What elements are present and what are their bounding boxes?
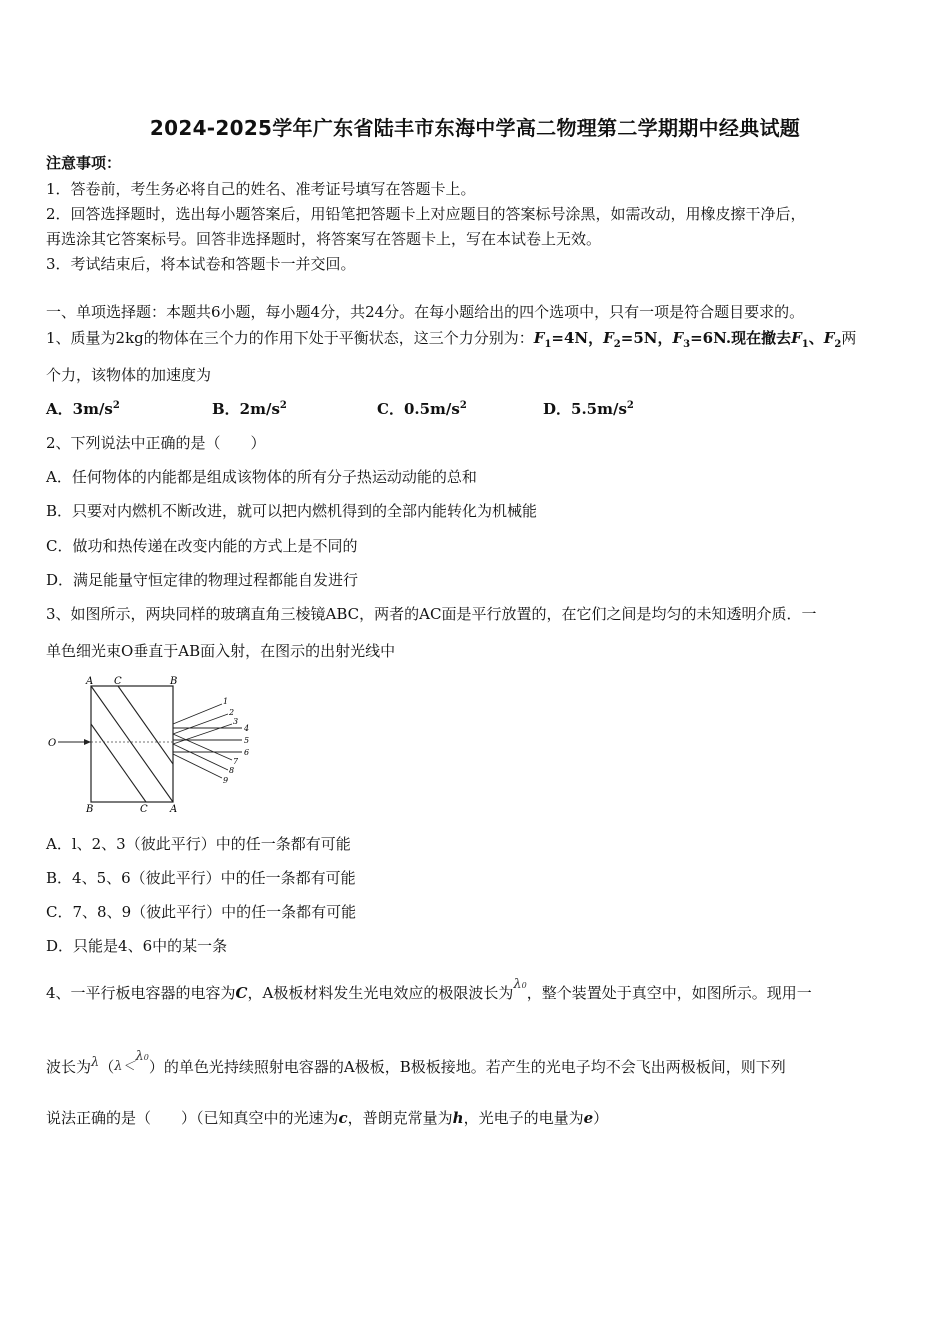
ray-8 — [173, 744, 228, 770]
lambda0-symbol — [513, 977, 526, 992]
f3-sub: 3 — [683, 339, 691, 350]
separator: 、 — [808, 329, 824, 347]
f2-sub: 2 — [613, 339, 621, 350]
f2-value: =5N， — [620, 329, 673, 347]
notice-item-2: 2．回答选择题时，选出每小题答案后，用铅笔把答题卡上对应题目的答案标号涂黑，如需改动，用橡皮擦干净后， — [46, 205, 806, 223]
f2-var: F — [603, 329, 614, 347]
h-var: h — [452, 1109, 464, 1127]
paren-open: （ — [99, 1058, 115, 1076]
lambda0-sub: 0 — [521, 981, 527, 990]
ray-3 — [173, 724, 232, 744]
ray-9 — [173, 754, 222, 778]
lambda0-char: λ — [513, 977, 522, 992]
ray-label-7: 7 — [233, 757, 239, 766]
q4-stem-line3 — [46, 1107, 608, 1128]
q1-option-a-sup: 2 — [112, 400, 120, 411]
q4-text-a: 4、一平行板电容器的电容为 — [46, 984, 236, 1002]
f1-sub: 1 — [544, 339, 552, 350]
ray-label-8: 8 — [229, 766, 235, 775]
ac-face-hidden2 — [116, 686, 198, 802]
ac-face-hidden3 — [116, 686, 150, 802]
label-bottom-c: C — [140, 804, 148, 812]
q3-stem-line1: 3、如图所示，两块同样的玻璃直角三棱镜ABC，两者的AC面是平行放置的，在它们之间是均匀的未知透明介质．一 — [46, 605, 817, 623]
ray-label-4: 4 — [244, 724, 250, 733]
f3-value: =6N.现在撤去 — [690, 329, 792, 347]
q1-option-a-label: A．3m/s — [46, 400, 113, 418]
ac-face-1 — [91, 686, 173, 802]
ray-2 — [173, 714, 228, 734]
q1-tail: 两 — [841, 329, 857, 347]
label-bottom-a: A — [170, 804, 178, 812]
ray-label-6: 6 — [244, 748, 250, 757]
q1-option-c[interactable] — [377, 398, 467, 419]
q4-stem-line1 — [46, 977, 812, 1003]
notice-heading: 注意事项： — [46, 154, 122, 172]
ray-label-2: 2 — [229, 708, 235, 717]
ray-label-3: 3 — [233, 717, 239, 726]
e-var: e — [583, 1109, 594, 1127]
q4-stem-line2 — [46, 1049, 786, 1077]
ray-label-1: 1 — [223, 697, 229, 706]
q4-text-g: ，普朗克常量为 — [347, 1109, 453, 1127]
f1-var: F — [533, 329, 545, 347]
q3-option-d[interactable]: D．只能是4、6中的某一条 — [46, 937, 228, 955]
notice-item-2-cont: 再选涂其它答案标号。回答非选择题时，将答案写在答题卡上，写在本试卷上无效。 — [46, 230, 602, 248]
f2b-var: F — [823, 329, 835, 347]
f3-var: F — [672, 329, 684, 347]
lambda0b-sub: 0 — [143, 1053, 149, 1062]
q1-option-c-sup: 2 — [459, 400, 467, 411]
q2-option-a[interactable]: A．任何物体的内能都是组成该物体的所有分子热运动动能的总和 — [46, 468, 477, 486]
ac-face-hidden — [116, 686, 146, 802]
f1b-var: F — [791, 329, 802, 347]
ac-face-2b — [91, 724, 146, 802]
q4-text-i: ） — [593, 1109, 609, 1127]
q1-option-a[interactable] — [46, 398, 120, 419]
q2-option-b[interactable]: B．只要对内燃机不断改进，就可以把内燃机得到的全部内能转化为机械能 — [46, 502, 538, 520]
q2-option-d[interactable]: D．满足能量守恒定律的物理过程都能自发进行 — [46, 571, 359, 589]
page-title: 2024-2025学年广东省陆丰市东海中学高二物理第二学期期中经典试题 — [149, 116, 801, 140]
label-top-b: B — [170, 676, 178, 687]
q1-option-d[interactable] — [543, 398, 634, 419]
q1-option-b-sup: 2 — [279, 400, 287, 411]
f1b-sub: 1 — [801, 339, 809, 350]
ray-1 — [173, 704, 222, 724]
q3-stem-line2: 单色细光束O垂直于AB面入射，在图示的出射光线中 — [46, 642, 396, 660]
label-top-c: C — [114, 676, 122, 687]
q3-option-c[interactable]: C．7、8、9（彼此平行）中的任一条都有可能 — [46, 903, 357, 921]
label-top-a: A — [86, 676, 94, 687]
q2-option-c[interactable]: C．做功和热传递在改变内能的方式上是不同的 — [46, 537, 358, 555]
q1-stem-line2: 个力，该物体的加速度为 — [46, 366, 212, 384]
notice-item-1: 1．答卷前，考生务必将自己的姓名、准考证号填写在答题卡上。 — [46, 180, 476, 198]
prism-figure — [46, 672, 266, 812]
q4-text-h: ，光电子的电量为 — [463, 1109, 584, 1127]
q1-text: 1、质量为2kg的物体在三个力的作用下处于平衡状态，这三个力分别为： — [46, 329, 534, 347]
q1-option-b[interactable] — [212, 398, 287, 419]
f2b-sub: 2 — [834, 339, 842, 350]
q4-text-f: 说法正确的是（ ）（已知真空中的光速为 — [46, 1109, 339, 1127]
c-var: c — [338, 1109, 348, 1127]
lambda0b-symbol — [136, 1049, 149, 1064]
notice-item-3: 3．考试结束后，将本试卷和答题卡一并交回。 — [46, 255, 356, 273]
q1-stem-line1 — [46, 327, 856, 350]
q3-option-b[interactable]: B．4、5、6（彼此平行）中的任一条都有可能 — [46, 869, 356, 887]
q4-text-c: ，整个装置处于真空中，如图所示。现用一 — [526, 984, 812, 1002]
capacitance-var: C — [235, 984, 248, 1002]
label-source-o: O — [48, 738, 57, 749]
f1-value: =4N， — [551, 329, 604, 347]
ray-label-5: 5 — [244, 736, 250, 745]
incident-arrow — [84, 739, 91, 745]
lambda0b-char: λ — [135, 1049, 144, 1064]
q2-stem: 2、下列说法中正确的是（ ） — [46, 434, 266, 452]
q4-text-e: ）的单色光持续照射电容器的A极板，B极板接地。若产生的光电子均不会飞出两极板间，则下列 — [148, 1058, 786, 1076]
section-heading: 一、单项选择题：本题共6小题，每小题4分，共24分。在每小题给出的四个选项中，只有一项是符合题目要求的。 — [46, 303, 805, 321]
q1-option-b-label: B．2m/s — [212, 400, 280, 418]
ray-7 — [173, 734, 232, 760]
q4-text-d: 波长为 — [46, 1058, 92, 1076]
q1-option-d-sup: 2 — [626, 400, 634, 411]
lambda-symbol: λ — [91, 1055, 100, 1070]
lambda-lt: λ＜ — [114, 1059, 136, 1074]
ray-label-9: 9 — [223, 776, 229, 785]
label-bottom-b: B — [86, 804, 94, 812]
q1-option-d-label: D．5.5m/s — [543, 400, 627, 418]
q3-option-a[interactable]: A．l、2、3（彼此平行）中的任一条都有可能 — [46, 835, 351, 853]
q4-text-b: ，A极板材料发生光电效应的极限波长为 — [247, 984, 514, 1002]
q1-option-c-label: C．0.5m/s — [377, 400, 460, 418]
ac-face-2a — [118, 686, 173, 764]
